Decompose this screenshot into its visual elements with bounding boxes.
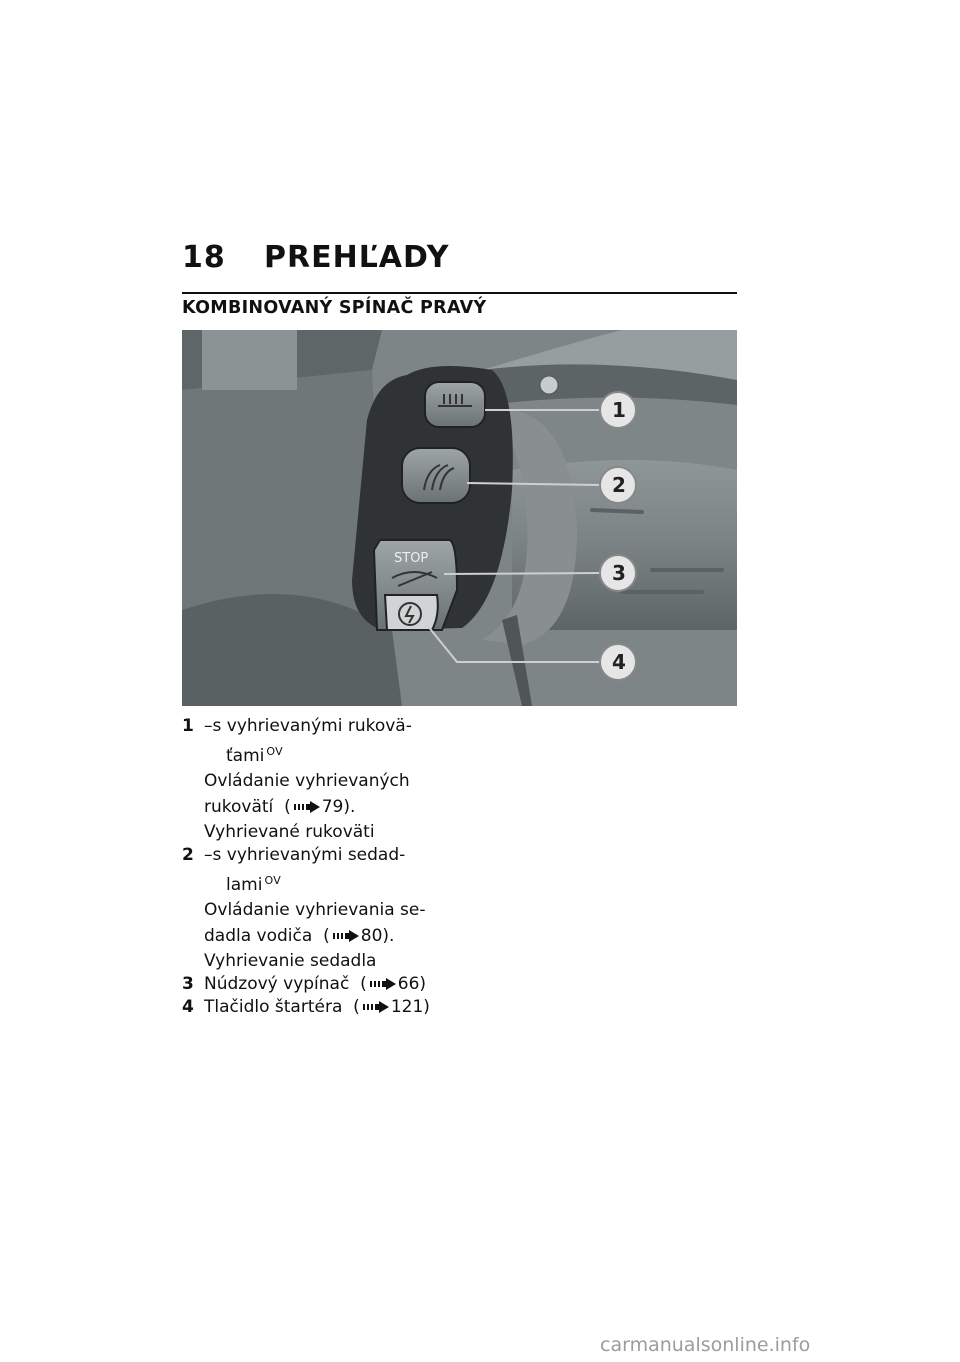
ov-badge: OV (266, 745, 283, 758)
legend-number: 4 (182, 997, 194, 1017)
watermark: carmanualsonline.info (600, 1334, 811, 1356)
page-ref-arrow-icon (294, 801, 320, 813)
page-ref[interactable]: 79). (321, 797, 356, 817)
callout-2: 2 (612, 473, 626, 497)
page-ref[interactable]: 66) (397, 974, 427, 994)
legend-line: lami (226, 875, 263, 895)
legend-extra: Vyhrievané rukoväti (204, 822, 375, 842)
legend-number: 2 (182, 845, 194, 865)
legend-desc: Ovládanie vyhrievania se- (204, 900, 426, 920)
callout-4: 4 (612, 650, 626, 674)
legend-item-3: 3 Núdzový vypínač ( 66) (182, 974, 427, 994)
callout-3: 3 (612, 561, 626, 585)
switch-illustration (182, 330, 737, 706)
stop-label: STOP (394, 551, 429, 566)
legend-desc: Ovládanie vyhrievaných (204, 771, 410, 791)
chapter-title: PREHĽADY (264, 240, 450, 275)
page-ref-arrow-icon (333, 930, 359, 942)
page-ref-arrow-icon (363, 1001, 389, 1013)
legend-item-4: 4 Tlačidlo štartéra ( 121) (182, 997, 430, 1017)
legend-extra: Vyhrievanie sedadla (204, 951, 377, 971)
page-number: 18 (182, 240, 226, 275)
switch-figure (182, 330, 737, 706)
page-ref[interactable]: 121) (390, 997, 430, 1017)
callout-1: 1 (612, 398, 626, 422)
legend-desc: rukovätí (204, 797, 274, 817)
legend-line: ťami (226, 746, 265, 766)
section-title: KOMBINOVANÝ SPÍNAČ PRAVÝ (182, 298, 487, 318)
page-header (182, 240, 449, 275)
legend-number: 3 (182, 974, 194, 994)
legend-line: –s vyhrievanými sedad- (204, 845, 406, 865)
legend-item-2: 2 –s vyhrievanými sedad- lami $^{OV}$ Ovládanie vyhrievania se- dadla vodiča ( 80). Vyhrievanie sedadla (182, 844, 482, 973)
page-ref[interactable]: 80). (360, 926, 395, 946)
page-ref-arrow-icon (370, 978, 396, 990)
legend-text: Tlačidlo štartéra (204, 997, 343, 1017)
legend-list (182, 715, 482, 1019)
legend-number: 1 (182, 716, 194, 736)
legend-item-1: 1 –s vyhrievanými rukovä- ťami $^{OV}$ Ovládanie vyhrievaných rukovätí ( 79). Vyhrievané rukoväti (182, 715, 482, 844)
legend-line: –s vyhrievanými rukovä- (204, 716, 412, 736)
legend-desc: dadla vodiča (204, 926, 313, 946)
ov-badge: OV (264, 874, 282, 887)
legend-text: Núdzový vypínač (204, 974, 350, 994)
section-divider (182, 292, 737, 294)
